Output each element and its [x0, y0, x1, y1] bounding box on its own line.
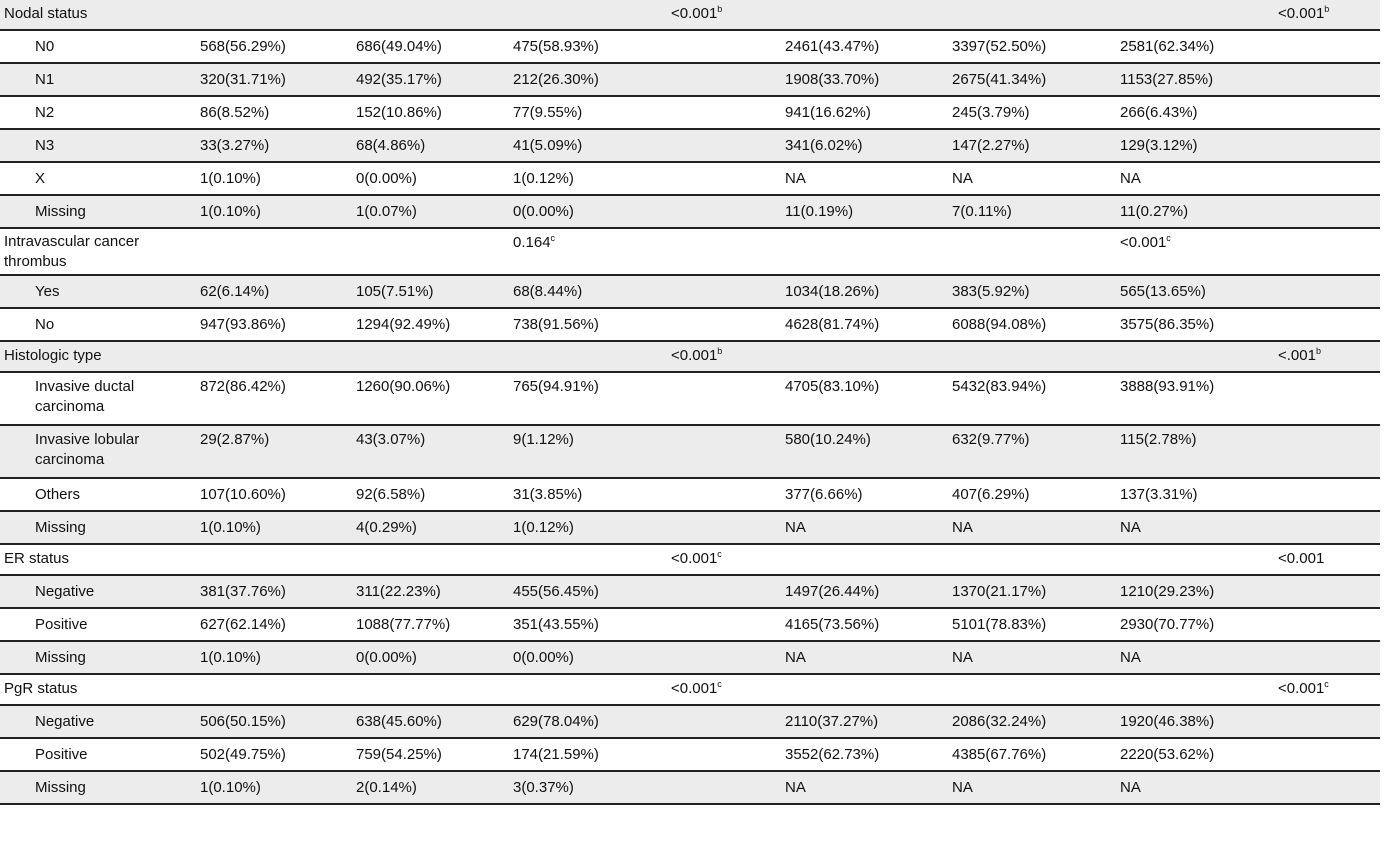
p-value-second-cohort: <0.001: [1278, 550, 1325, 567]
p-value-second-cohort: <0.001$^b$: [1278, 4, 1330, 22]
table-cell: 1497(26.44%): [785, 583, 880, 600]
table-cell: 6088(94.08%): [952, 316, 1047, 333]
table-cell: 5101(78.83%): [952, 616, 1047, 633]
table-cell: 11(0.27%): [1120, 203, 1189, 220]
table-cell: 137(3.31%): [1120, 486, 1198, 503]
table-cell: 2930(70.77%): [1120, 616, 1215, 633]
table-cell: 1260(90.06%): [356, 378, 451, 395]
row-label: Missing: [35, 779, 86, 796]
table-cell: NA: [952, 519, 973, 536]
row-label: Missing: [35, 649, 86, 666]
table-cell: 492(35.17%): [356, 71, 442, 88]
table-row: [0, 512, 1380, 545]
table-cell: 407(6.29%): [952, 486, 1030, 503]
footnote-marker: b: [1324, 4, 1330, 14]
row-label: Negative: [35, 583, 95, 600]
row-label: N1: [35, 71, 55, 88]
table-row: [0, 739, 1380, 772]
table-cell: NA: [952, 649, 973, 666]
table-row: [0, 163, 1380, 196]
table-cell: NA: [1120, 649, 1141, 666]
footnote-marker: c: [1324, 679, 1329, 689]
row-label: N2: [35, 104, 55, 121]
table-cell: 1(0.10%): [200, 170, 261, 187]
section-label: Nodal status: [4, 5, 88, 22]
table-cell: 129(3.12%): [1120, 137, 1198, 154]
row-label: Missing: [35, 519, 86, 536]
table-row: [0, 31, 1380, 64]
table-cell: 4165(73.56%): [785, 616, 880, 633]
table-cell: NA: [952, 779, 973, 796]
table-cell: 2581(62.34%): [1120, 38, 1215, 55]
table-cell: 455(56.45%): [513, 583, 599, 600]
table-cell: NA: [785, 170, 806, 187]
footnote-marker: c: [550, 233, 556, 243]
table-cell: 4628(81.74%): [785, 316, 880, 333]
table-cell: 43(3.07%): [356, 431, 426, 448]
table-cell: 68(4.86%): [356, 137, 426, 154]
table-cell: 2220(53.62%): [1120, 746, 1215, 763]
row-label: N0: [35, 38, 55, 55]
table-cell: NA: [1120, 779, 1141, 796]
table-cell: 174(21.59%): [513, 746, 599, 763]
table-cell: 86(8.52%): [200, 104, 270, 121]
table-cell: 502(49.75%): [200, 746, 286, 763]
table-cell: 1210(29.23%): [1120, 583, 1215, 600]
table-cell: 1370(21.17%): [952, 583, 1047, 600]
table-row: [0, 373, 1380, 426]
table-cell: 377(6.66%): [785, 486, 863, 503]
table-cell: 4385(67.76%): [952, 746, 1047, 763]
table-cell: 765(94.91%): [513, 378, 599, 395]
footnote-marker: c: [717, 549, 722, 559]
table-row: [0, 64, 1380, 97]
p-value-second-cohort: <0.001$^c$: [1120, 233, 1171, 251]
row-label: N3: [35, 137, 55, 154]
table-row: [0, 426, 1380, 479]
table-cell: 1(0.10%): [200, 519, 261, 536]
table-row: [0, 706, 1380, 739]
table-cell: 105(7.51%): [356, 283, 434, 300]
section-label: Histologic type: [4, 347, 102, 364]
table-cell: 341(6.02%): [785, 137, 863, 154]
table-cell: NA: [952, 170, 973, 187]
table-cell: 0(0.00%): [356, 649, 417, 666]
table-cell: 3575(86.35%): [1120, 316, 1215, 333]
table-row: [0, 196, 1380, 229]
table-cell: 1034(18.26%): [785, 283, 880, 300]
table-cell: 565(13.65%): [1120, 283, 1206, 300]
footnote-marker: b: [717, 346, 723, 356]
table-cell: 1(0.12%): [513, 170, 574, 187]
p-value-second-cohort: <0.001$^c$: [1278, 679, 1329, 697]
table-cell: 941(16.62%): [785, 104, 871, 121]
table-cell: 1294(92.49%): [356, 316, 451, 333]
table-cell: 629(78.04%): [513, 713, 599, 730]
section-header-row: [0, 545, 1380, 576]
table-cell: 2086(32.24%): [952, 713, 1047, 730]
table-cell: 4705(83.10%): [785, 378, 880, 395]
table-cell: 1920(46.38%): [1120, 713, 1215, 730]
table-cell: 68(8.44%): [513, 283, 583, 300]
table-cell: 2(0.14%): [356, 779, 417, 796]
table-cell: 759(54.25%): [356, 746, 442, 763]
table-row: [0, 772, 1380, 805]
table-cell: 7(0.11%): [952, 203, 1012, 220]
table-cell: 1(0.10%): [200, 649, 261, 666]
p-value-first-cohort: <0.001$^b$: [671, 346, 723, 364]
p-value-second-cohort: <.001$^b$: [1278, 346, 1321, 364]
table-cell: 2461(43.47%): [785, 38, 880, 55]
table-cell: 5432(83.94%): [952, 378, 1047, 395]
table-cell: 0(0.00%): [513, 649, 574, 666]
row-label: Yes: [35, 283, 60, 300]
table-cell: 2675(41.34%): [952, 71, 1047, 88]
section-label: Intravascular cancer thrombus: [4, 233, 140, 270]
row-label: Positive: [35, 616, 88, 633]
table-cell: 3(0.37%): [513, 779, 574, 796]
table-cell: 311(22.23%): [356, 583, 441, 600]
row-label: No: [35, 316, 55, 333]
table-row: [0, 276, 1380, 309]
table-row: [0, 642, 1380, 675]
table-row: [0, 609, 1380, 642]
table-cell: 383(5.92%): [952, 283, 1030, 300]
table-cell: 947(93.86%): [200, 316, 286, 333]
table-cell: NA: [1120, 519, 1141, 536]
table-cell: 475(58.93%): [513, 38, 599, 55]
table-row: [0, 479, 1380, 512]
row-label: Missing: [35, 203, 86, 220]
table-cell: 1(0.07%): [356, 203, 417, 220]
table-cell: 627(62.14%): [200, 616, 286, 633]
section-header-row: [0, 675, 1380, 706]
table-cell: 638(45.60%): [356, 713, 442, 730]
table-row: [0, 576, 1380, 609]
table-cell: 212(26.30%): [513, 71, 599, 88]
row-label: Negative: [35, 713, 95, 730]
table-cell: 1(0.12%): [513, 519, 574, 536]
table-cell: 1(0.10%): [200, 203, 261, 220]
table-cell: 506(50.15%): [200, 713, 286, 730]
table-cell: 245(3.79%): [952, 104, 1030, 121]
section-label: ER status: [4, 550, 70, 567]
row-label: X: [35, 170, 46, 187]
table-cell: 872(86.42%): [200, 378, 286, 395]
table-cell: 738(91.56%): [513, 316, 599, 333]
table-cell: 381(37.76%): [200, 583, 286, 600]
table-row: [0, 130, 1380, 163]
table-cell: 62(6.14%): [200, 283, 270, 300]
table-cell: 568(56.29%): [200, 38, 286, 55]
p-value-first-cohort: <0.001$^c$: [671, 679, 722, 697]
table-cell: 33(3.27%): [200, 137, 270, 154]
table-cell: 1088(77.77%): [356, 616, 451, 633]
footnote-marker: b: [1315, 346, 1321, 356]
table-cell: 351(43.55%): [513, 616, 599, 633]
table-cell: 320(31.71%): [200, 71, 286, 88]
table-cell: 632(9.77%): [952, 431, 1030, 448]
table-cell: 580(10.24%): [785, 431, 871, 448]
p-value-first-cohort: <0.001$^b$: [671, 4, 723, 22]
table-cell: 31(3.85%): [513, 486, 583, 503]
table-cell: 1153(27.85%): [1120, 71, 1214, 88]
table-cell: 152(10.86%): [356, 104, 442, 121]
table-cell: 1(0.10%): [200, 779, 261, 796]
row-label: Invasive lobular carcinoma: [35, 431, 140, 468]
table-cell: 147(2.27%): [952, 137, 1030, 154]
table-cell: 3397(52.50%): [952, 38, 1047, 55]
table-cell: NA: [785, 649, 806, 666]
p-value-first-cohort: 0.164$^c$: [513, 233, 556, 251]
table-cell: 3552(62.73%): [785, 746, 880, 763]
table-cell: NA: [785, 779, 806, 796]
table-row: [0, 97, 1380, 130]
section-header-row: [0, 0, 1380, 31]
table-cell: 2110(37.27%): [785, 713, 879, 730]
table-cell: NA: [1120, 170, 1141, 187]
footnote-marker: b: [717, 4, 723, 14]
table-cell: 107(10.60%): [200, 486, 286, 503]
table-cell: 0(0.00%): [356, 170, 417, 187]
table-cell: 115(2.78%): [1120, 431, 1197, 448]
table-cell: 3888(93.91%): [1120, 378, 1215, 395]
footnote-marker: c: [717, 679, 722, 689]
row-label: Others: [35, 486, 81, 503]
section-header-row: [0, 342, 1380, 373]
p-value-first-cohort: <0.001$^c$: [671, 549, 722, 567]
table-cell: 0(0.00%): [513, 203, 574, 220]
row-label: Invasive ductal carcinoma: [35, 378, 135, 415]
row-label: Positive: [35, 746, 88, 763]
table-cell: 77(9.55%): [513, 104, 583, 121]
section-label: PgR status: [4, 680, 78, 697]
table-cell: 41(5.09%): [513, 137, 583, 154]
table-cell: 11(0.19%): [785, 203, 854, 220]
table-cell: 9(1.12%): [513, 431, 574, 448]
table-cell: 4(0.29%): [356, 519, 417, 536]
table-cell: 266(6.43%): [1120, 104, 1198, 121]
table-cell: 686(49.04%): [356, 38, 442, 55]
section-header-row: [0, 229, 1380, 276]
table-row: [0, 309, 1380, 342]
table-cell: 29(2.87%): [200, 431, 270, 448]
footnote-marker: c: [1166, 233, 1171, 243]
table-cell: 1908(33.70%): [785, 71, 880, 88]
table-cell: NA: [785, 519, 806, 536]
table-cell: 92(6.58%): [356, 486, 426, 503]
